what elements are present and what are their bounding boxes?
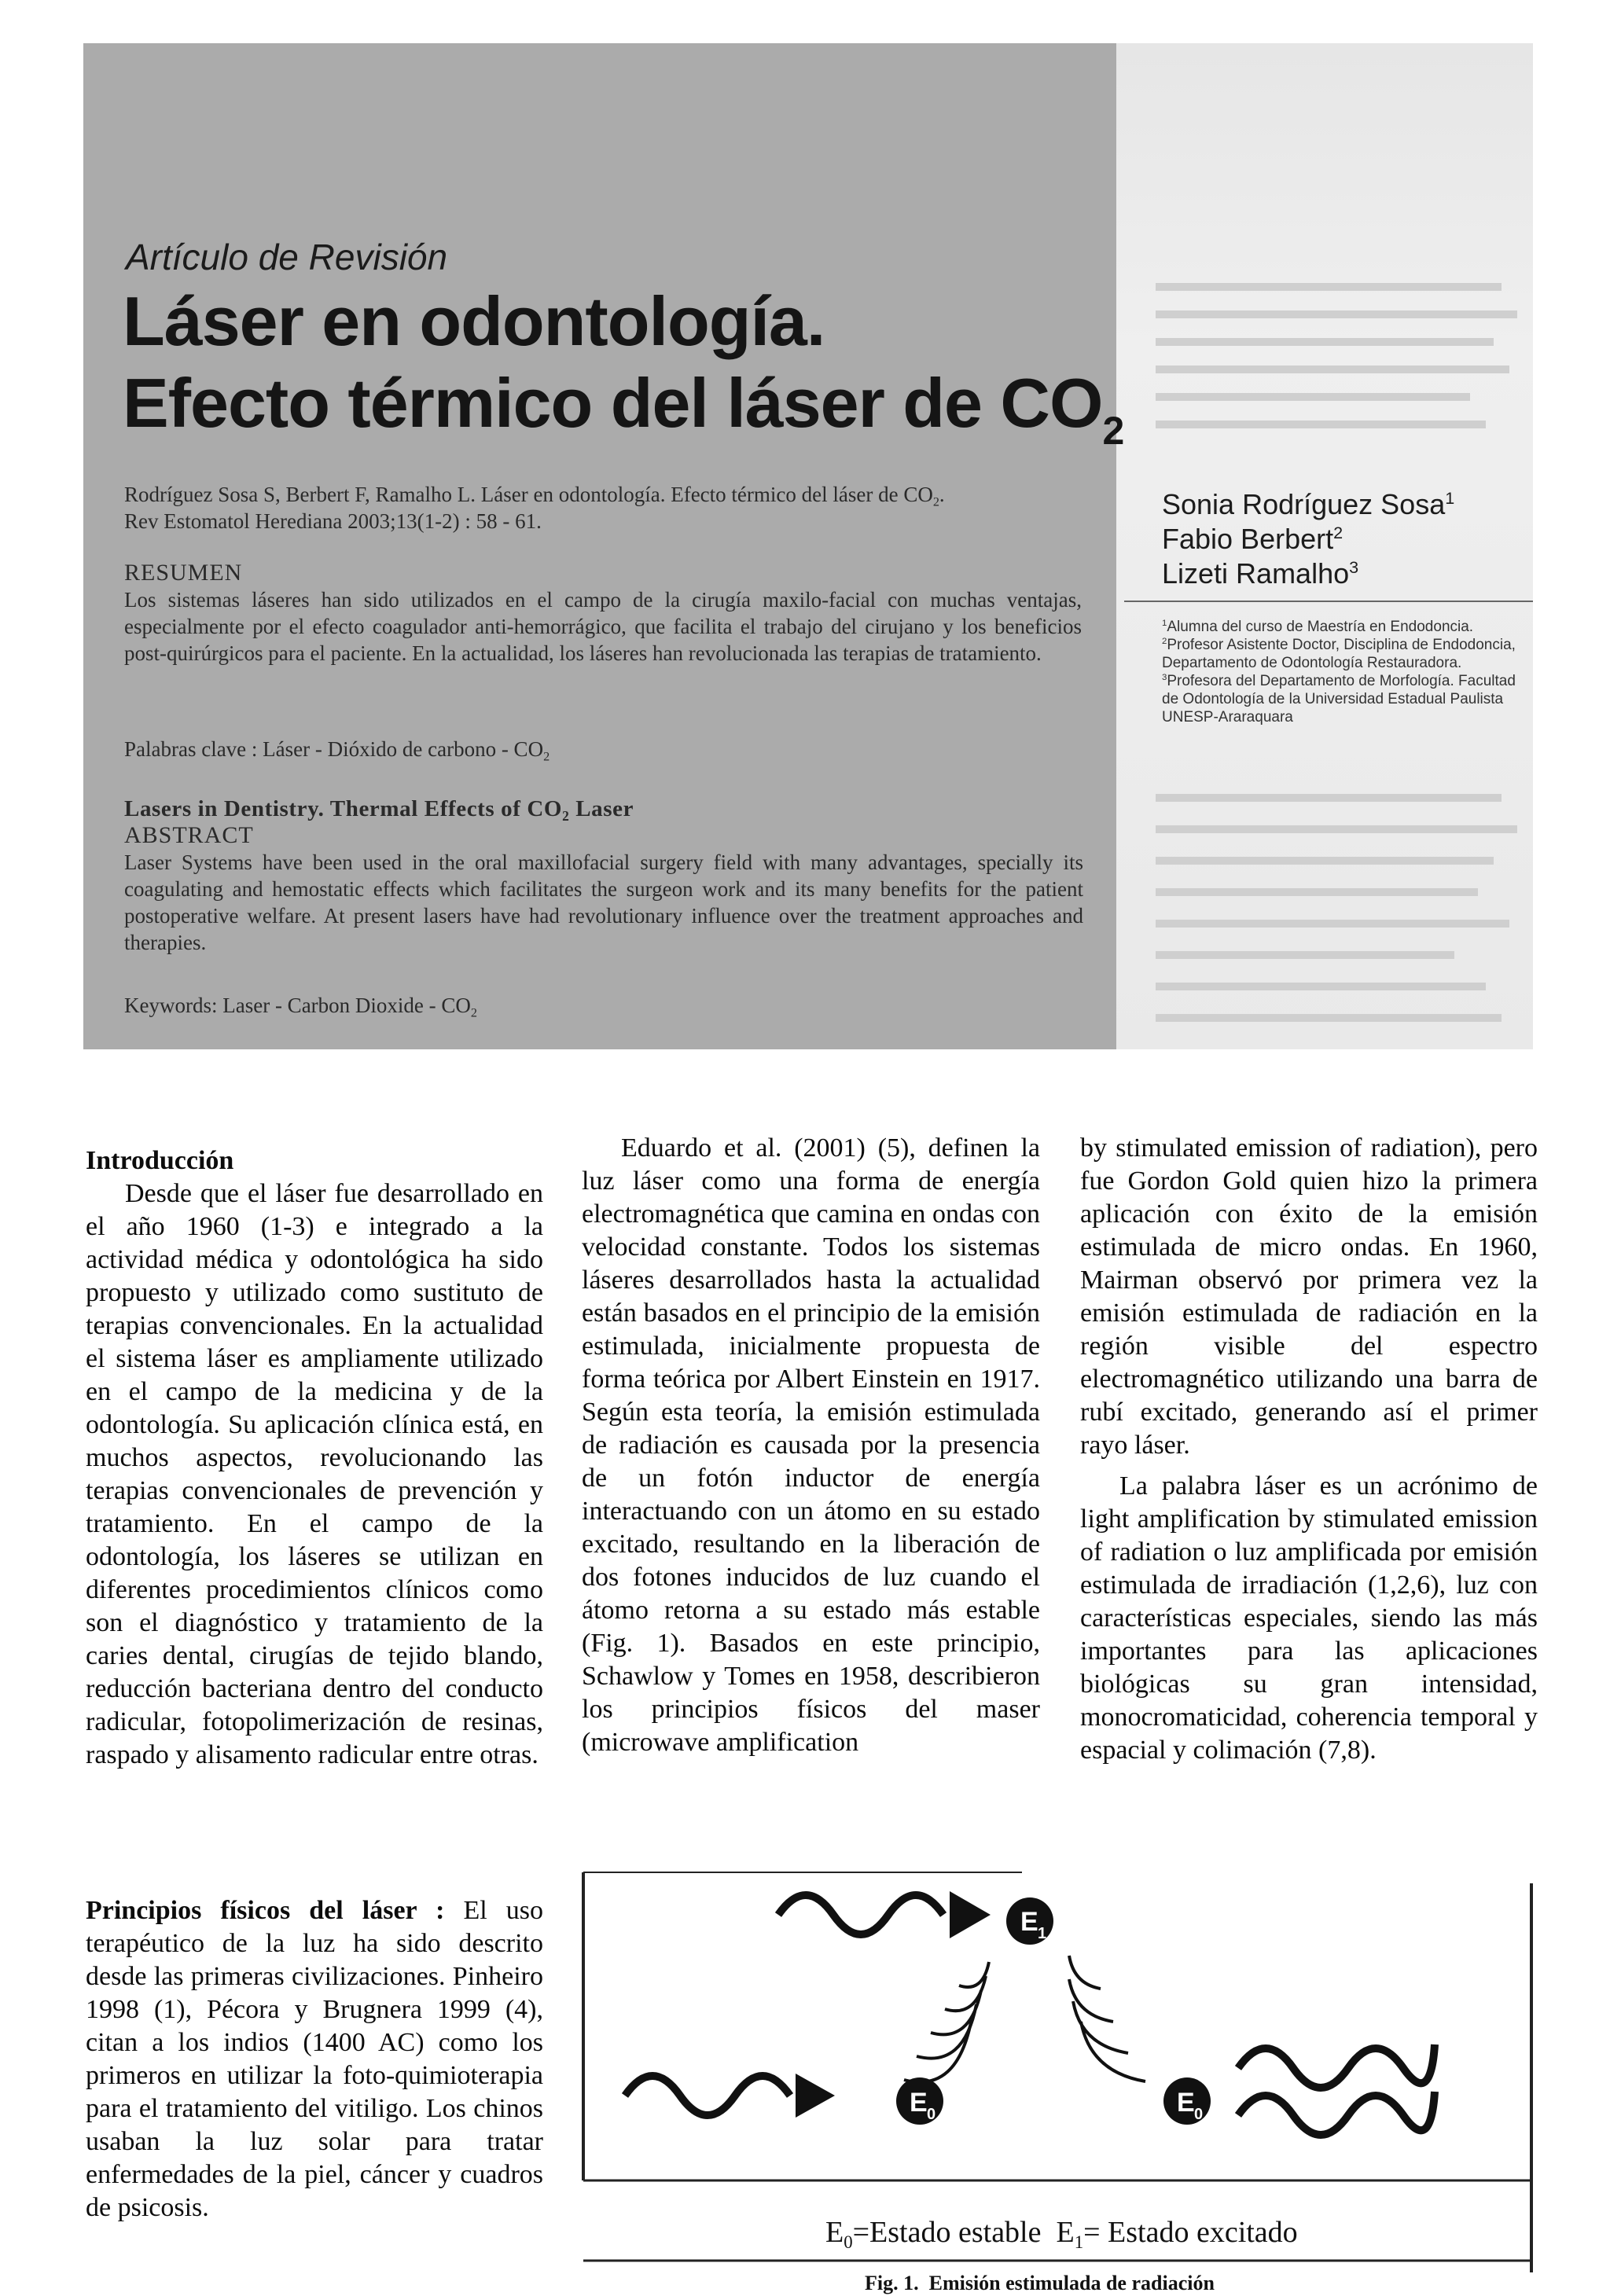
affiliation: $^3$Profesora del Departamento de Morfología. Facultad de Odontología de la Universidad Estadual Paulista UNESP-Araraquara [1162, 673, 1516, 726]
section-heading-principios: Principios físicos del láser : [86, 1896, 445, 1925]
column-3 [1080, 1132, 1538, 1767]
incident-photon-wave [778, 1895, 943, 1934]
author: Lizeti Ramalho$^3$ [1162, 557, 1359, 590]
affiliation-list [1162, 618, 1530, 726]
emitted-photon-wave-2 [1238, 2092, 1435, 2135]
figure-stimulated-emission [582, 1868, 1535, 2272]
paragraph: by stimulated emission of radiation), pero fue Gordon Gold quien hizo la primera aplicación con éxito de la emisión estimulada de micro ondas. En 1960, Mairman observó por primera vez la emisión estimulada de radiación en la región visible del espectro electromagnético utilizando una barra de rubí excitado, generando así el primer rayo láser. [1080, 1133, 1538, 1460]
article-subtitle: Efecto térmico del láser de $CO_2$ [123, 364, 1124, 453]
bleed-through-line [1156, 338, 1494, 346]
column-2 [582, 1132, 1040, 1759]
bleed-through-line [1156, 283, 1502, 291]
keywords: Keywords: Laser - Carbon Dioxide - $CO_2$ [124, 994, 477, 1020]
paragraph: Eduardo et al. (2001) (5), definen la luz láser como una forma de energía electromagnética que camina en ondas con velocidad constante. Todos los sistemas láseres desarrollados hasta la actualidad están basados en el principio de la emisión estimulada, inicialmente propuesta de forma teórica por Albert Einstein en 1917. Según esta teoría, la emisión estimulada de radiación es causada por la presencia de un fotón inductor de energía interactuando con un átomo en su estado excitado, resultando en la liberación de dos fotones inducidos de luz cuando el átomo retorna a su estado más estable (Fig. 1). Basados en este principio, Schawlow y Tomes en 1958, describieron los principios físicos del maser (microwave amplification [582, 1133, 1040, 1757]
emitted-photon-wave-1 [1238, 2044, 1435, 2088]
affiliation-divider [1124, 601, 1533, 602]
arrow-head [796, 2074, 835, 2118]
decay-arcs-left [904, 1962, 989, 2082]
atom-e1-label: E [1020, 1907, 1038, 1937]
bleed-through-line [1156, 983, 1486, 990]
atom-e0-right-label: E [1177, 2088, 1195, 2118]
bleed-through-line [1156, 393, 1470, 401]
resumen-heading: RESUMEN [124, 560, 243, 586]
author-list [1162, 487, 1454, 591]
resumen-text: Los sistemas láseres han sido utilizados en el campo de la cirugía maxilo-facial con muchas ventajas, especialmente por el efecto coagulador anti-hemorrágico, que facilita el trabajo del cirujano y los beneficios post-quirúrgicos para el paciente. En la actualidad, los láseres han revolucionada las terapias de tratamiento. [124, 588, 1082, 665]
paragraph: Desde que el láser fue desarrollado en el año 1960 (1-3) e integrado a la actividad médica y odontológica ha sido propuesto y utilizado como sustituto de terapias convencionales. En la actualidad el sistema láser es ampliamente utilizado en el campo de la medicina y de la odontología. Su aplicación clínica está, en muchos aspectos, revolucionando las terapias convencionales de prevención y tratamiento. En el campo de la odontología, los láseres se utilizan en diferentes procedimientos clínicos como son el diagnóstico y tratamiento de la caries dental, cirugías de tejido blando, reducción bacteriana dentro del conducto radicular, fotopolimerización de resinas, raspado y alisamento radicular entre otras. [86, 1179, 543, 1769]
bleed-through-line [1156, 825, 1517, 833]
bleed-through-line [1156, 421, 1486, 428]
atom-e0-right-sub: 0 [1194, 2106, 1204, 2123]
english-title: Lasers in Dentistry. Thermal Effects of $CO_2$ Laser [124, 796, 634, 825]
bleed-through-line [1156, 857, 1494, 865]
bleed-through-line [1156, 794, 1502, 802]
paragraph: Principios físicos del láser : El uso terapéutico de la luz ha sido descrito desde las primeras civilizaciones. Pinheiro 1998 (1), Pécora y Brugnera 1999 (4), citan a los indios (1400 AC) como los primeros en utilizar la foto-quimioterapia para el tratamiento del vitiligo. Los chinos usaban la luz solar para tratar enfermedades de la piel, cáncer y cuadros de psicosis. [86, 1896, 543, 2222]
column-1 [86, 1144, 543, 1772]
palabras-clave: Palabras clave : Láser - Dióxido de carbono - $CO_2$ [124, 737, 550, 764]
abstract-heading: ABSTRACT [124, 822, 254, 848]
section-heading-introduccion: Introducción [86, 1146, 234, 1175]
ground-photon-wave [625, 2076, 790, 2115]
affiliation: $^1$Alumna del curso de Maestría en Endodoncia. [1162, 619, 1474, 635]
abstract-text: Laser Systems have been used in the oral maxillofacial surgery field with many advantages, specially its coagulating and hemostatic effects which facilitates the surgeon work and its many benefits for the patient postoperative welfare. At present lasers have had revolutionary influence over the treatment approaches and therapies. [124, 850, 1083, 954]
decay-arcs-right [1069, 1956, 1145, 2081]
bleed-through-line [1156, 888, 1478, 896]
bleed-through-line [1156, 951, 1454, 959]
article-title: Láser en odontología. [123, 282, 825, 360]
atom-e0-left-sub: 0 [927, 2106, 936, 2123]
column-1-lower [86, 1894, 543, 2224]
bleed-through-line [1156, 1014, 1502, 1022]
bleed-through-line [1156, 366, 1509, 373]
bleed-through-line [1156, 920, 1509, 928]
atom-e1-sub: 1 [1038, 1925, 1047, 1942]
paragraph: La palabra láser es un acrónimo de light amplification by stimulated emission of radiation o luz amplificada por emisión estimulada de irradiación (1,2,6), luz con características especiales, siendo las más importantes para las aplicaciones biológicas su gran intensidad, monocromaticidad, coherencia temporal y espacial y colimación (7,8). [1080, 1471, 1538, 1765]
figure-legend: $E_0=Estado$ estable $E_1=$ Estado excitado [825, 2216, 1298, 2252]
author: Sonia Rodríguez Sosa$^1$ [1162, 488, 1455, 520]
affiliation: $^2$Profesor Asistente Doctor, Disciplina de Endodoncia, Departamento de Odontología Restauradora. [1162, 637, 1516, 671]
article-type: Artículo de Revisión [126, 237, 448, 277]
citation: Rodríguez Sosa S, Berbert F, Ramalho L. Láser en odontología. Efecto térmico del láser de $CO_2$. Rev Estomatol Herediana 2003;13(1-2) : 58 - 61. [124, 483, 945, 533]
atom-e0-left-label: E [910, 2088, 928, 2118]
bleed-through-line [1156, 310, 1517, 318]
arrow-head [950, 1891, 991, 1938]
figure-caption: Fig. 1. Emisión estimulada de radiación [865, 2272, 1215, 2294]
author: Fabio Berbert$^2$ [1162, 523, 1344, 555]
